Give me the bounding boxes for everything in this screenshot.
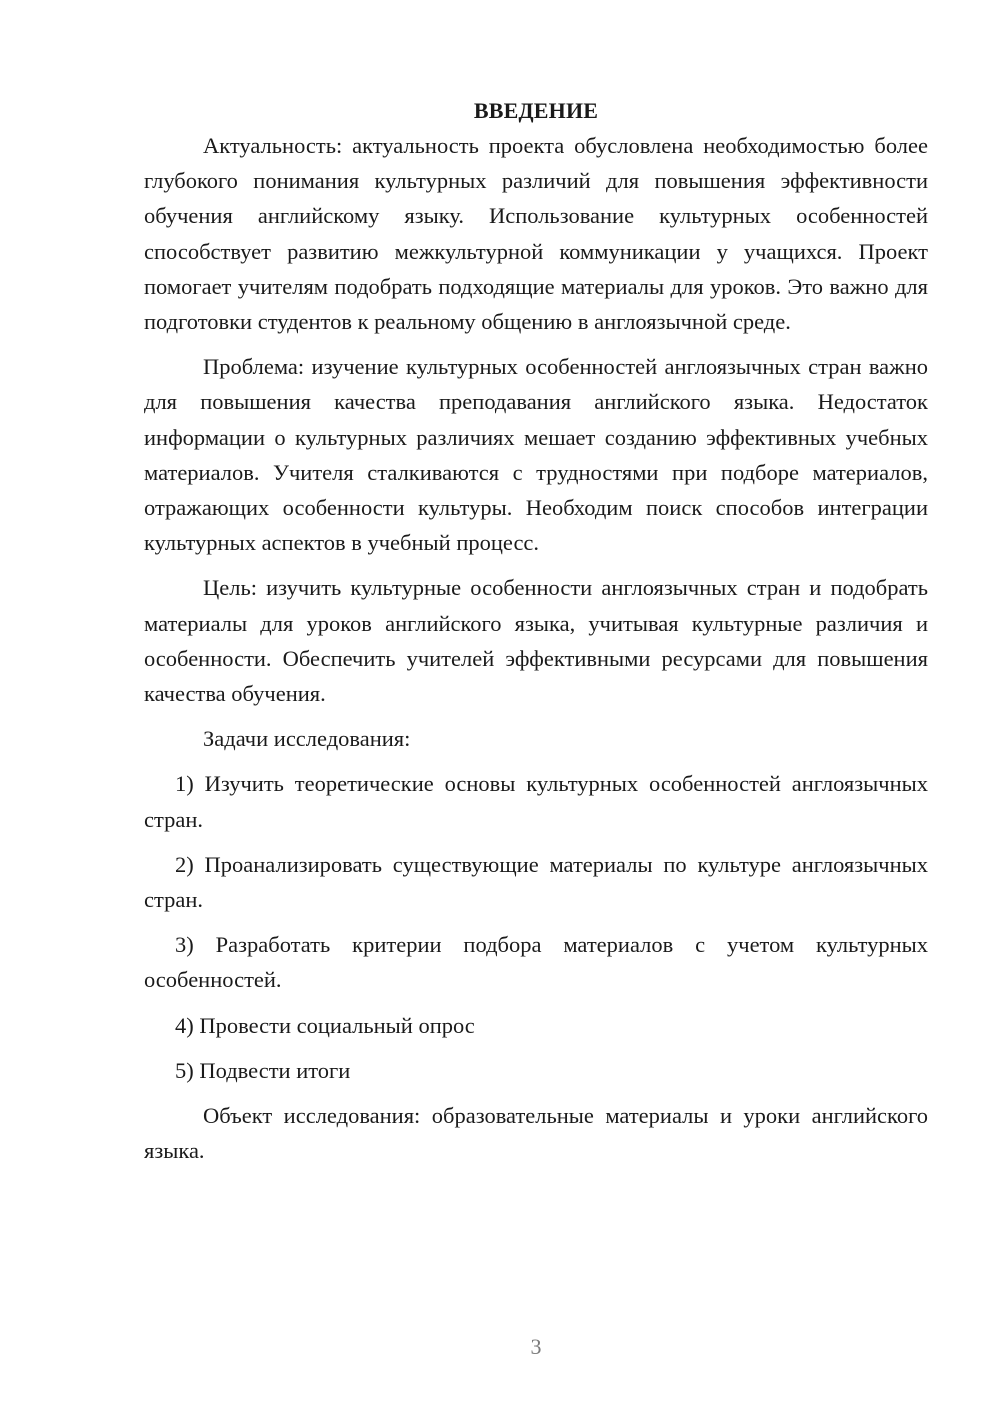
paragraph-problem: Проблема: изучение культурных особенностей англоязычных стран важно для повышения качества преподавания английского языка. Недостаток информации о культурных различиях мешает созданию эффективных учебных материалов. Учителя сталкиваются с трудностями при подборе материалов, отражающих особенности культуры. Необходим поиск способов интеграции культурных аспектов в учебный процесс. [144,354,928,556]
page-title: ВВЕДЕНИЕ [473,98,599,123]
paragraph-goal: Цель: изучить культурные особенности англоязычных стран и подобрать материалы для уроков английского языка, учитывая культурные различия и особенности. Обеспечить учителей эффективными ресурсами для повышения качества обучения. [144,575,928,707]
paragraph-object: Объект исследования: образовательные материалы и уроки английского языка. [144,1103,928,1164]
task-item-5: 5) Подвести итоги [175,1057,351,1083]
task-item-1: 1) Изучить теоретические основы культурных особенностей англоязычных стран. [144,771,928,832]
task-item-3: 3) Разработать критерии подбора материалов с учетом культурных особенностей. [144,932,928,993]
tasks-heading: Задачи исследования: [203,726,411,752]
task-item-4: 4) Провести социальный опрос [175,1012,475,1038]
tasks-list [144,766,928,1088]
page-number: 3 [530,1334,542,1359]
page-content [144,96,928,1178]
task-item-2: 2) Проанализировать существующие материалы по культуре англоязычных стран. [144,851,928,913]
paragraph-relevance: Актуальность: актуальность проекта обусловлена необходимостью более глубокого понимания культурных различий для повышения эффективности обучения английскому языку. Использование культурных особенностей способствует развитию межкультурной коммуникации у учащихся. Проект помогает учителям подобрать подходящие материалы для уроков. Это важно для подготовки студентов к реальному общению в англоязычной среде. [144,133,928,335]
